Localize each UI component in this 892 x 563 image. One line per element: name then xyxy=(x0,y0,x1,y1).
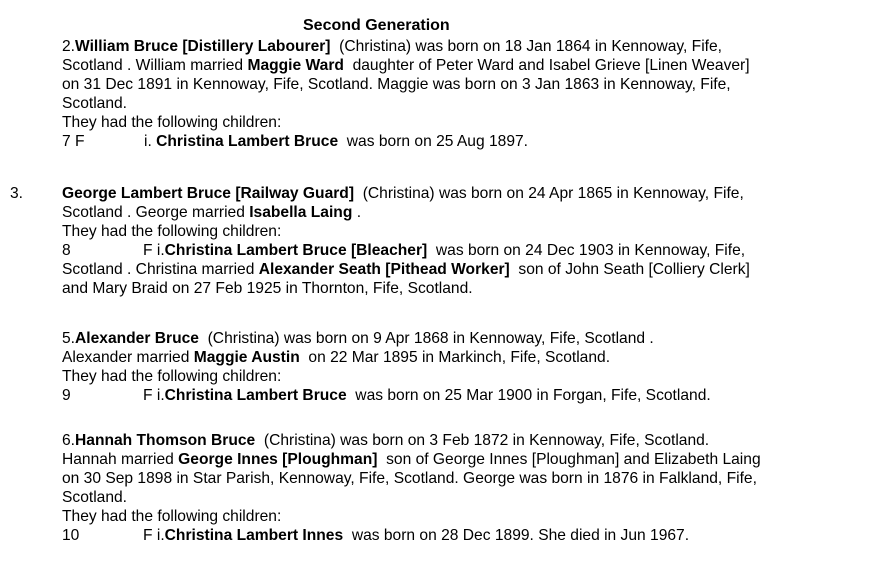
child-number: 9 xyxy=(62,387,71,404)
entry-text: Scotland. xyxy=(62,489,128,506)
entry-2 xyxy=(62,37,882,151)
child-name: Christina Lambert Bruce xyxy=(156,133,339,150)
child-text: was born on 25 Mar 1900 in Forgan, Fife, Scotland. xyxy=(346,387,711,404)
person-name: George Lambert Bruce [Railway Guard] xyxy=(62,185,355,202)
entry-text: on 30 Sep 1898 in Star Parish, Kennoway, Fife, Scotland. George was born in 1876 in Falkland, Fife, xyxy=(62,470,757,487)
children-intro: They had the following children: xyxy=(62,114,282,131)
child-number: 10 xyxy=(62,527,80,544)
entry-text: on 31 Dec 1891 in Kennoway, Fife, Scotland. Maggie was born on 3 Jan 1863 in Kennoway, Fife, xyxy=(62,76,731,93)
child-spouse-name: Alexander Seath [Pithead Worker] xyxy=(258,261,510,278)
child-text: son of John Seath [Colliery Clerk] xyxy=(509,261,750,278)
child-index: F i. xyxy=(143,387,165,404)
entry-text: on 22 Mar 1895 in Markinch, Fife, Scotland. xyxy=(299,349,611,366)
entry-3 xyxy=(62,184,882,298)
entry-text: daughter of Peter Ward and Isabel Grieve [Linen Weaver] xyxy=(343,57,750,74)
child-name: Christina Lambert Innes xyxy=(164,527,344,544)
children-intro: They had the following children: xyxy=(62,508,282,525)
child-text: was born on 28 Dec 1899. She died in Jun 1967. xyxy=(343,527,690,544)
spouse-name: Isabella Laing xyxy=(249,204,353,221)
entry-text: (Christina) was born on 24 Apr 1865 in Kennoway, Fife, xyxy=(354,185,744,202)
entry-text: Scotland. xyxy=(62,95,128,112)
child-line xyxy=(62,241,882,260)
person-name: Hannah Thomson Bruce xyxy=(75,432,256,449)
entry-number: 2. xyxy=(62,38,76,55)
entry-6 xyxy=(62,431,882,545)
child-line xyxy=(62,386,882,405)
entry-number: 6. xyxy=(62,432,76,449)
entry-text: Scotland . William married xyxy=(62,57,248,74)
entry-text: . xyxy=(352,204,362,221)
child-line xyxy=(62,526,882,545)
child-text: Scotland . Christina married xyxy=(62,261,259,278)
spouse-name: Maggie Ward xyxy=(247,57,344,74)
child-text: was born on 24 Dec 1903 in Kennoway, Fife, xyxy=(427,242,746,259)
person-name: William Bruce [Distillery Labourer] xyxy=(75,38,331,55)
children-intro: They had the following children: xyxy=(62,223,282,240)
child-index: i. xyxy=(144,133,152,150)
entry-text: Scotland . George married xyxy=(62,204,250,221)
entry-text: Alexander married xyxy=(62,349,194,366)
child-text: was born on 25 Aug 1897. xyxy=(338,133,528,150)
person-name: Alexander Bruce xyxy=(75,330,199,347)
child-line xyxy=(62,132,882,151)
entry-5 xyxy=(62,329,882,405)
entry-text: (Christina) was born on 18 Jan 1864 in Kennoway, Fife, xyxy=(330,38,723,55)
child-index: F i. xyxy=(143,242,165,259)
child-name: Christina Lambert Bruce xyxy=(164,387,347,404)
spouse-name: George Innes [Ploughman] xyxy=(178,451,378,468)
entry-text: (Christina) was born on 9 Apr 1868 in Kennoway, Fife, Scotland . xyxy=(198,330,654,347)
spouse-name: Maggie Austin xyxy=(193,349,300,366)
entry-text: son of George Innes [Ploughman] and Elizabeth Laing xyxy=(377,451,761,468)
page-heading: Second Generation xyxy=(303,17,450,34)
child-name: Christina Lambert Bruce [Bleacher] xyxy=(164,242,428,259)
child-number: 7 F xyxy=(62,133,85,150)
entry-number: 3. xyxy=(10,185,24,202)
entry-number: 5. xyxy=(62,330,76,347)
entry-text: Hannah married xyxy=(62,451,179,468)
child-number: 8 xyxy=(62,242,71,259)
child-index: F i. xyxy=(143,527,165,544)
children-intro: They had the following children: xyxy=(62,368,282,385)
child-text: and Mary Braid on 27 Feb 1925 in Thornton, Fife, Scotland. xyxy=(62,280,473,297)
entry-text: (Christina) was born on 3 Feb 1872 in Kennoway, Fife, Scotland. xyxy=(255,432,710,449)
